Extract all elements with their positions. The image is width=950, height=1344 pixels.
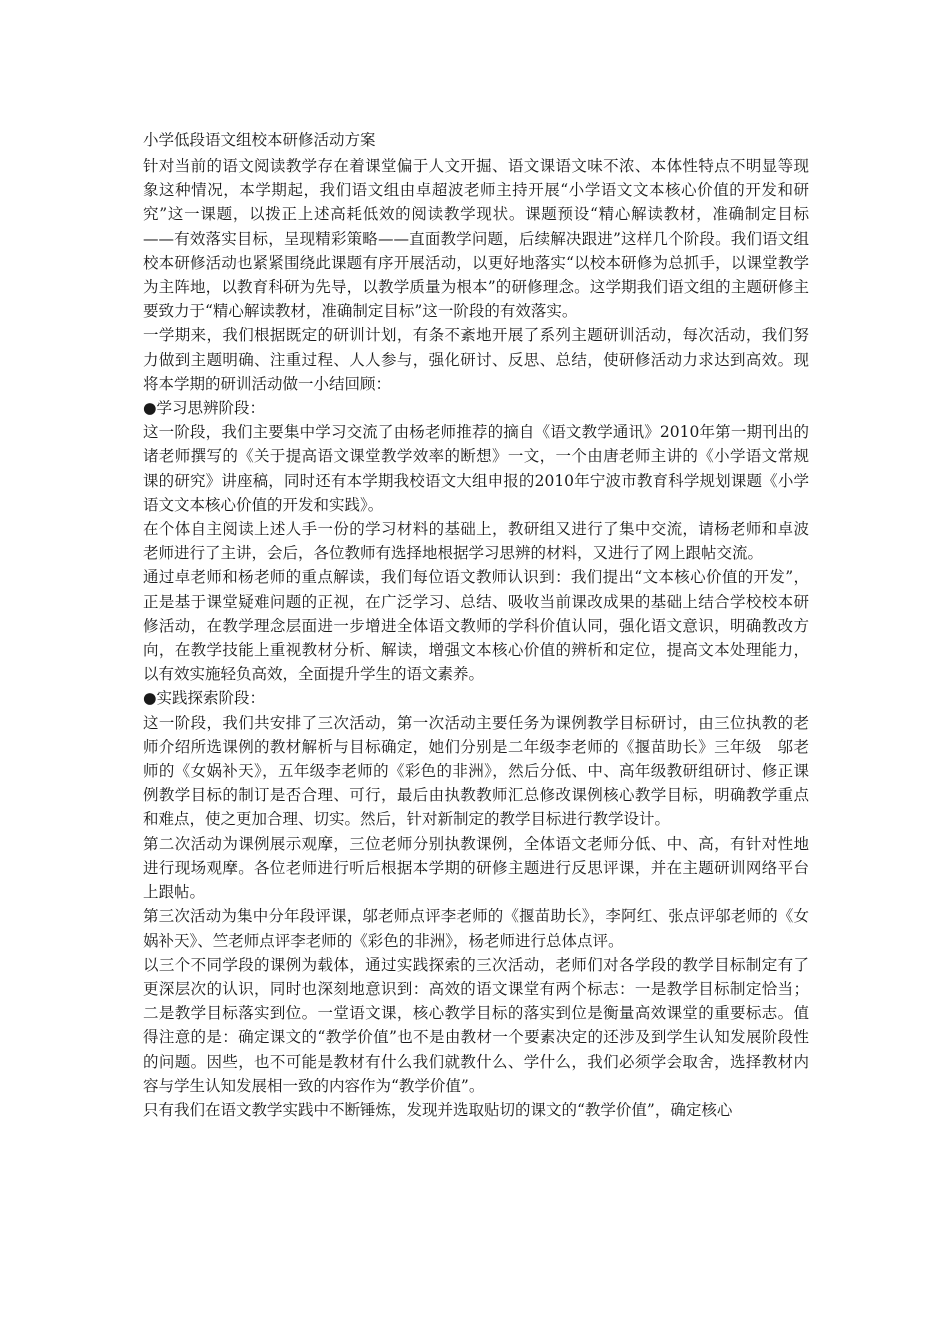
study-paragraph-3: 通过卓老师和杨老师的重点解读，我们每位语文教师认识到：我们提出“文本核心价值的开发”，正是基于课堂疑难问题的正视，在广泛学习、总结、吸收当前课改成果的基础上结合学校校本研修活动，在教学理念层面进一步增进全体语文教师的学科价值认同，强化语文意识，明确教改方向，在教学技能上重视教材分析、解读，增强文本核心价值的辨析和定位，提高文本处理能力，以有效实施轻负高效，全面提升学生的语文素养。 bbox=[143, 568, 809, 684]
practice-paragraph-1: 这一阶段，我们共安排了三次活动，第一次活动主要任务为课例教学目标研讨，由三位执教的老师介绍所选课例的教材解析与目标确定，她们分别是二年级李老师的《揠苗助长》三年级 邬老师的《女娲补天》，五年级李老师的《彩色的非洲》，然后分低、中、高年级教研组研讨、修正课例教学目标的制订是否合理、可行，最后由执教教师汇总修改课例核心教学目标，明确教学重点和难点，使之更加合理、切实。然后，针对新制定的教学目标进行教学设计。 bbox=[143, 713, 809, 829]
study-paragraph-1: 这一阶段，我们主要集中学习交流了由杨老师推荐的摘自《语文教学通讯》2010年第一期刊出的诸老师撰写的《关于提高语文课堂教学效率的断想》一文，一个由唐老师主讲的《小学语文常规课的研究》讲座稿，同时还有本学期我校语文大组申报的2010年宁波市教育科学规划课题《小学语文文本核心价值的开发和实践》。 bbox=[143, 423, 809, 514]
study-paragraph-2: 在个体自主阅读上述人手一份的学习材料的基础上，教研组又进行了集中交流，请杨老师和卓波老师进行了主讲，会后，各位教师有选择地根据学习思辨的材料，又进行了网上跟帖交流。 bbox=[143, 520, 809, 563]
practice-paragraph-5: 只有我们在语文教学实践中不断锤炼，发现并选取贴切的课文的“教学价值”，确定核心 bbox=[143, 1100, 733, 1119]
document-title: 小学低段语文组校本研修活动方案 bbox=[143, 131, 376, 149]
intro-paragraph-2: 一学期来，我们根据既定的研训计划，有条不紊地开展了系列主题研训活动，每次活动，我们努力做到主题明确、注重过程、人人参与，强化研讨、反思、总结，使研修活动力求达到高效。现将本学期的研训活动做一小结回顾： bbox=[143, 326, 809, 393]
document-page bbox=[143, 128, 809, 1122]
section-heading-practice: ●实践探索阶段： bbox=[143, 689, 266, 708]
practice-paragraph-2: 第二次活动为课例展示观摩，三位老师分别执教课例，全体语文老师分低、中、高，有针对性地进行现场观摩。各位老师进行听后根据本学期的研修主题进行反思评课，并在主题研训网络平台上跟帖。 bbox=[143, 834, 809, 902]
practice-paragraph-3: 第三次活动为集中分年段评课，邬老师点评李老师的《揠苗助长》，李阿红、张点评邬老师的《女娲补天》、竺老师点评李老师的《彩色的非洲》，杨老师进行总体点评。 bbox=[143, 907, 809, 950]
intro-paragraph-1: 针对当前的语文阅读教学存在着课堂偏于人文开掘、语文课语文味不浓、本体性特点不明显等现象这种情况，本学期起，我们语文组由卓超波老师主持开展“小学语文文本核心价值的开发和研究”这一课题，以拨正上述高耗低效的阅读教学现状。课题预设“精心解读教材，准确制定目标——有效落实目标，呈现精彩策略——直面教学问题，后续解决跟进”这样几个阶段。我们语文组校本研修活动也紧紧围绕此课题有序开展活动，以更好地落实“以校本研修为总抓手，以课堂教学为主阵地，以教育科研为先导，以教学质量为根本”的研修理念。这学期我们语文组的主题研修主要致力于“精心解读教材，准确制定目标”这一阶段的有效落实。 bbox=[143, 157, 809, 321]
section-heading-study: ●学习思辨阶段： bbox=[143, 399, 266, 418]
practice-paragraph-4: 以三个不同学段的课例为载体，通过实践探索的三次活动，老师们对各学段的教学目标制定有了更深层次的认识，同时也深刻地意识到：高效的语文课堂有两个标志：一是教学目标制定恰当；二是教学目标落实到位。一堂语文课，核心教学目标的落实到位是衡量高效课堂的重要标志。值得注意的是：确定课文的“教学价值”也不是由教材一个要素决定的还涉及到学生认知发展阶段性的问题。因些，也不可能是教材有什么我们就教什么、学什么，我们必须学会取舍，选择教材内容与学生认知发展相一致的内容作为“教学价值”。 bbox=[143, 955, 809, 1095]
